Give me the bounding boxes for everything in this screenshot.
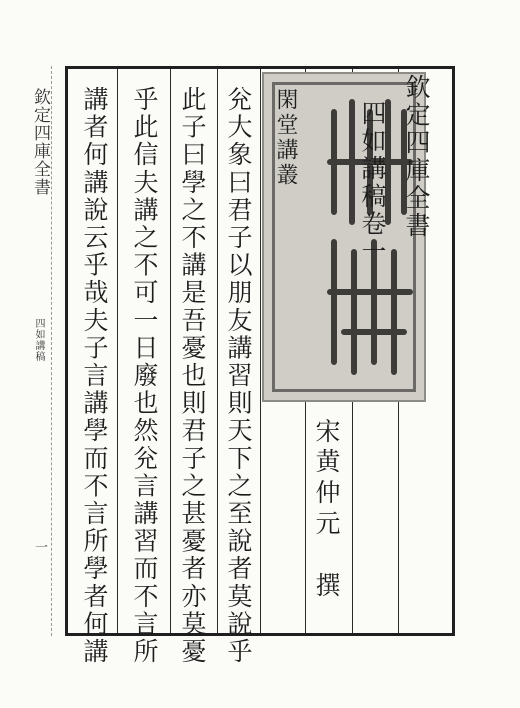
margin-volume-label: 四如講稿 bbox=[33, 318, 44, 362]
margin-page-number: 一 bbox=[32, 540, 47, 553]
margin-series-title: 欽定四庫全書 bbox=[30, 88, 50, 196]
column-rule bbox=[217, 69, 218, 633]
body-column-2: 此子曰學之不講是吾憂也則君子之甚憂者亦莫憂 bbox=[178, 86, 207, 666]
body-column-3: 乎此信夫講之不可一日廢也然兊言講習而不言所 bbox=[130, 86, 159, 666]
volume-title: 四如講稿卷一 bbox=[358, 100, 387, 266]
column-rule bbox=[260, 69, 261, 633]
body-column-1: 兊大象曰君子以朋友講習則天下之至說者莫說乎 bbox=[224, 86, 253, 666]
series-title: 欽定四庫全書 bbox=[402, 74, 431, 240]
column-rule bbox=[117, 69, 118, 633]
body-column-4: 講者何講說云乎哉夫子言講學而不言所學者何講 bbox=[80, 86, 109, 666]
seal-label: 閑堂講叢 bbox=[273, 88, 298, 188]
gutter-divider bbox=[51, 66, 52, 636]
author-name: 黄仲元 撰 bbox=[312, 448, 341, 603]
column-rule bbox=[170, 69, 171, 633]
dynasty-label: 宋 bbox=[312, 418, 341, 446]
